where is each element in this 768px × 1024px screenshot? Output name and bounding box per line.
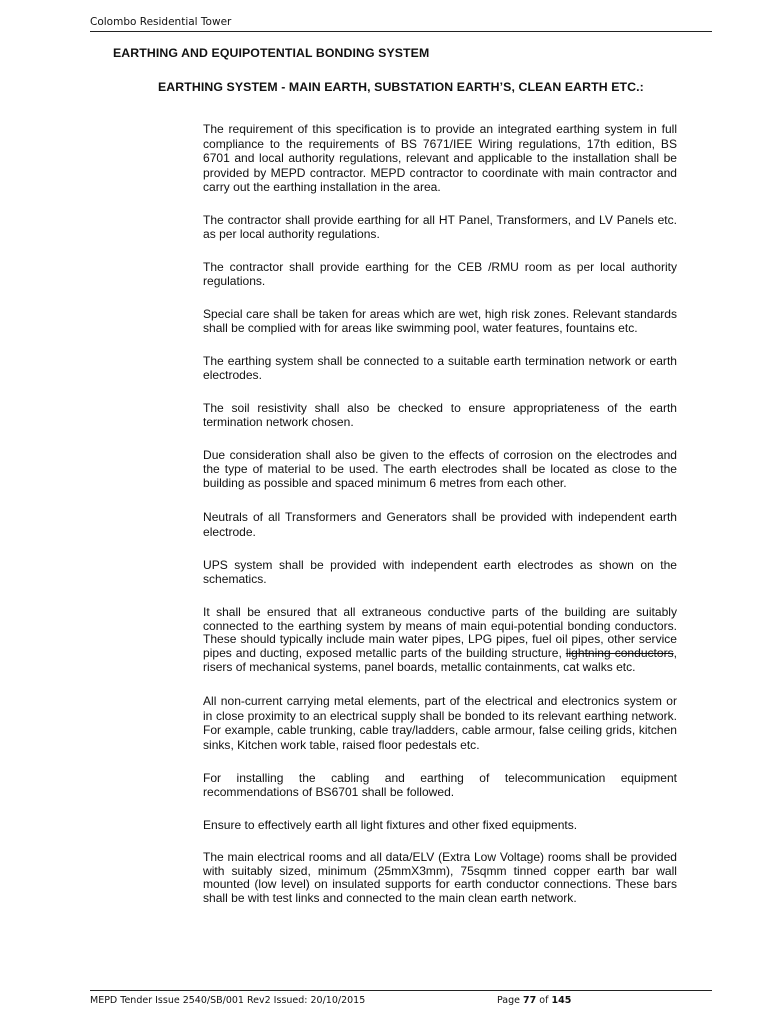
footer-page-total: 145	[551, 995, 572, 1006]
footer-page-number	[497, 995, 571, 1006]
paragraph-termination: The earthing system shall be connected to a suitable earth termination network or earth electrodes.	[203, 354, 677, 383]
paragraph-extraneous	[203, 606, 677, 675]
paragraph-extraneous-text-2: , risers of mechanical systems, panel boards, metallic containments, cat walks etc.	[203, 646, 677, 674]
paragraph-ht-panel: The contractor shall provide earthing for all HT Panel, Transformers, and LV Panels etc. as per local authority regulations.	[203, 213, 677, 242]
header-title: Colombo Residential Tower	[90, 16, 232, 28]
paragraph-special-care: Special care shall be taken for areas which are wet, high risk zones. Relevant standards shall be complied with for areas like swimming pool, water features, fountains etc.	[203, 307, 677, 336]
footer-tender: MEPD Tender Issue 2540/SB/001 Rev2 Issued: 20/10/2015	[90, 995, 366, 1006]
paragraph-light-fixtures: Ensure to effectively earth all light fixtures and other fixed equipments.	[203, 818, 578, 833]
paragraph-requirement: The requirement of this specification is to provide an integrated earthing system in full compliance to the requirements of BS 7671/IEE Wiring regulations, 17th edition, BS 6701 and local authority regulations, relevant and applicable to the installation shall be provided by MEPD contractor. MEPD contractor to coordinate with main contractor and carry out the earthing installation in the area.	[203, 122, 677, 195]
paragraph-non-current: All non-current carrying metal elements, part of the electrical and electronics system or in close proximity to an electrical supply shall be bonded to its relevant earthing network. For example, cable trunking, cable tray/ladders, cable armour, false ceiling grids, kitchen sinks, Kitchen work table, raised floor pedestals etc.	[203, 694, 677, 752]
paragraph-ceb-rmu: The contractor shall provide earthing for the CEB /RMU room as per local authority regulations.	[203, 260, 677, 289]
paragraph-ups: UPS system shall be provided with independent earth electrodes as shown on the schematics.	[203, 557, 677, 586]
paragraph-extraneous-text-1: It shall be ensured that all extraneous conductive parts of the building are suitably connected to the earthing system by means of main equi-potential bonding conductors. These should typically include main water pipes, LPG pipes, fuel oil pipes, other service pipes and ducting, exposed metallic parts of the building structure,	[203, 604, 677, 661]
section-title: EARTHING AND EQUIPOTENTIAL BONDING SYSTEM	[113, 46, 430, 60]
paragraph-earth-bar: The main electrical rooms and all data/ELV (Extra Low Voltage) rooms shall be provided with suitably sized, minimum (25mmX3mm), 75sqmm tinned copper earth bar wall mounted (low level) on insulated supports for earth conductor connections. These bars shall be with test links and connected to the main clean earth network.	[203, 849, 677, 906]
footer-page-word: Page	[497, 995, 520, 1006]
footer-page-current: 77	[523, 995, 537, 1006]
document-body	[203, 122, 677, 925]
paragraph-soil: The soil resistivity shall also be checked to ensure appropriateness of the earth termination network chosen.	[203, 401, 677, 430]
page-footer	[90, 990, 712, 1011]
page-header	[90, 14, 712, 32]
paragraph-corrosion: Due consideration shall also be given to the effects of corrosion on the electrodes and the type of material to be used. The earth electrodes shall be located as close to the building as possible and spaced minimum 6 metres from each other.	[203, 448, 677, 490]
footer-of-word: of	[539, 995, 549, 1006]
subsection-title: EARTHING SYSTEM - MAIN EARTH, SUBSTATION EARTH’S, CLEAN EARTH ETC.:	[158, 80, 644, 94]
struck-text: lightning conductors	[565, 646, 674, 661]
paragraph-telecom: For installing the cabling and earthing of telecommunication equipment recommendations of BS6701 shall be followed.	[203, 771, 677, 799]
paragraph-neutrals: Neutrals of all Transformers and Generators shall be provided with independent earth electrode.	[203, 510, 677, 539]
